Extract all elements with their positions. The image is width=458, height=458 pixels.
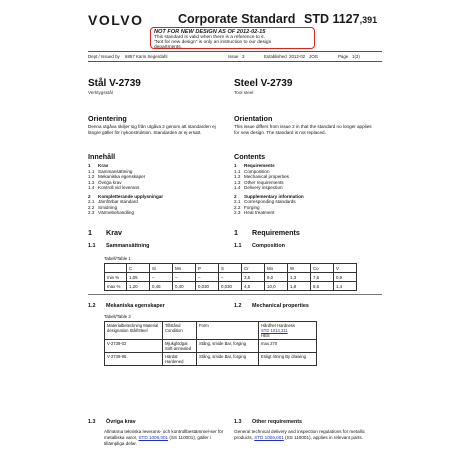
table-row [105, 322, 317, 340]
orientation-heading-en: Orientation [234, 114, 273, 123]
date-value: 2012-02 [289, 54, 306, 59]
table-cell: – [196, 273, 219, 282]
table-cell: 0,40 [173, 282, 196, 291]
toc-item: 1.2 Mechanical properties [234, 174, 289, 179]
toc-item: 1.3 Övriga krav [88, 179, 122, 185]
toc-item: 2.1 Corresponding standards [234, 199, 296, 204]
table-header-cell: P [196, 264, 219, 273]
table-header-cell: Mo [265, 264, 288, 273]
meta-divider [88, 61, 382, 62]
orientation-heading-sv: Orientering [88, 114, 127, 123]
table-cell: 0,030 [219, 282, 242, 291]
mechanical-properties-table [104, 321, 317, 366]
table-cell: 0,9 [334, 273, 357, 282]
table-header-cell: C [127, 264, 150, 273]
table-header-cell: Mn [173, 264, 196, 273]
table-header-cell: W [288, 264, 311, 273]
toc-item: 1.1 Composition [234, 168, 270, 174]
section-1-heading-sv: 1 Krav [88, 228, 122, 237]
toc-item: 1.4 Kontroll vid leverans [88, 185, 140, 190]
table-cell: 1,4 [334, 282, 357, 291]
section-1-1-heading-en: 1.1 Composition [234, 243, 285, 249]
table-header-cell: V [334, 264, 357, 273]
table-cell: 0,030 [196, 282, 219, 291]
table-header-cell: Cr [242, 264, 265, 273]
table-header-cell: S [219, 264, 242, 273]
standard-number: STD 1127,391 [304, 12, 378, 26]
toc-item: 2.2 Smidning [88, 204, 118, 210]
std-1006-link-en[interactable]: STD 1006,001 [254, 434, 284, 440]
table-cell: 1,05 [127, 273, 150, 282]
table-cell: min % [105, 273, 127, 282]
section-1-3-heading-sv: 1.3 Övriga krav [88, 419, 136, 425]
table-cell: 0,45 [150, 282, 173, 291]
table-cell: 1,3 [288, 273, 311, 282]
not-for-new-design-stamp: NOT FOR NEW DESIGN AS OF 2012-02-15 This standard is valid when there is a reference to it. "Not for new design" is only an instruction to our design departments. [150, 27, 315, 49]
swedish-column [88, 78, 228, 95]
issue-label: Issue [228, 54, 239, 59]
header-divider [88, 51, 382, 52]
std-1006-link-sv[interactable]: STD 1006,001 [138, 434, 169, 440]
toc-item: 1.3 Other requirements [234, 179, 284, 185]
document-type: Corporate Standard [178, 12, 296, 26]
volvo-logo: VOLVO [88, 12, 144, 28]
hardness-standard-link[interactable]: STD 1014,311 [261, 328, 288, 333]
toc-item: 1.1 Sammansättning [88, 168, 133, 174]
header-form: Form [197, 322, 259, 340]
table-header-cell: Co [311, 264, 334, 273]
toc-sv [88, 163, 228, 216]
table-cell: 4,5 [242, 282, 265, 291]
toc-item: 2.3 Värmebehandling [88, 210, 135, 215]
toc-item: 2.1 Jämförbar standard [88, 199, 138, 204]
subtitle-sv: Verktygsstål [88, 90, 113, 95]
table-cell: – [150, 273, 173, 282]
section-1-2-heading-en: 1.2 Mechanical properties [234, 303, 309, 309]
toc-en [234, 163, 374, 216]
toc-item: 1.2 Mekaniska egenskaper [88, 174, 146, 179]
table-cell: 7,5 [311, 273, 334, 282]
toc-item: 1.4 Delivery inspection [234, 185, 283, 190]
section-divider [88, 294, 382, 295]
contents-heading-en: Contents [234, 152, 266, 161]
english-column [234, 78, 374, 95]
table-cell: – [219, 273, 242, 282]
title-en: Steel V-2739 [234, 78, 293, 89]
table-row: V-2739-02 Mjukglödgat Soft-annealed Stång, smide Bar, forging max 270 [105, 340, 317, 353]
orientation-text-en: This issue differs from issue 2 in that the standard no longer applies for new design. The standard is not replaced. [234, 124, 372, 135]
toc-item: 2 Kompletterande upplysningar [88, 193, 164, 199]
table-cell: 8,5 [311, 282, 334, 291]
header-hardness: Hårdhet Hardness STD 1014,311 HBS [259, 322, 317, 340]
table-row [105, 273, 357, 282]
section-1-heading-en: 1 Requirements [234, 228, 300, 237]
other-requirements-text-sv: Allmänna tekniska leverans- och kontrollbestämmel-ser för metalliska varor, STD 1006,001 (SS 110001), gäller i tillämpliga delar. [104, 429, 224, 446]
table-1-caption: Tabell/Table 1 [104, 256, 131, 261]
dept-value: 6857 Karin Segerdahl [125, 54, 168, 59]
issue-value: 3 [242, 54, 245, 59]
section-1-2-heading-sv: 1.2 Mekaniska egenskaper [88, 303, 165, 309]
table-header-cell [105, 264, 127, 273]
toc-item: 1 Krav [88, 163, 109, 168]
table-cell: 9,0 [265, 273, 288, 282]
contents-heading-sv: Innehåll [88, 152, 116, 161]
other-requirements-text-en: General technical delivery and inspection regulations for metallic products, STD 1006,001 (SS 110001), applies in relevant parts. [234, 429, 365, 440]
subtitle-en: Tool steel [234, 90, 254, 95]
table-cell: 10,0 [265, 282, 288, 291]
table-cell: 1,20 [127, 282, 150, 291]
table-row: V-2739-95 Härdat Hardened Stång, smide Bar, forging Enligt ritning By drawing [105, 353, 317, 366]
header-material: Materialbeteckning Material designation Stål/Steel [105, 322, 163, 340]
table-cell: – [173, 273, 196, 282]
table-cell: 3,5 [242, 273, 265, 282]
table-row [105, 282, 357, 291]
table-row [105, 264, 357, 273]
page-label: Page [338, 54, 349, 59]
section-1-1-heading-sv: 1.1 Sammansättning [88, 243, 150, 249]
page-value: 1(3) [352, 54, 360, 59]
header-condition: Tillstånd Condition [163, 322, 197, 340]
toc-item: 2 Supplementary information [234, 193, 304, 199]
dept-label: Dept / Issued by [88, 54, 120, 59]
toc-item: 2.2 Forging [234, 204, 260, 210]
table-cell: 1,8 [288, 282, 311, 291]
orientation-text-sv: Denna utgåva skiljer sig från utgåva 2 genom att standarden ej längre gäller för nykonstruktion. Standarden är ej ersatt. [88, 124, 216, 135]
table-2-caption: Tabell/Table 2 [104, 314, 131, 319]
toc-item: 1 Requirements [234, 163, 275, 168]
jog-label: JOG [309, 54, 319, 59]
table-cell: max % [105, 282, 127, 291]
toc-item: 2.3 Heat treatment [234, 210, 275, 215]
table-header-cell: Si [150, 264, 173, 273]
date-label: Established [264, 54, 287, 59]
title-sv: Stål V-2739 [88, 78, 141, 89]
section-1-3-heading-en: 1.3 Other requirements [234, 419, 303, 425]
composition-table [104, 263, 357, 291]
